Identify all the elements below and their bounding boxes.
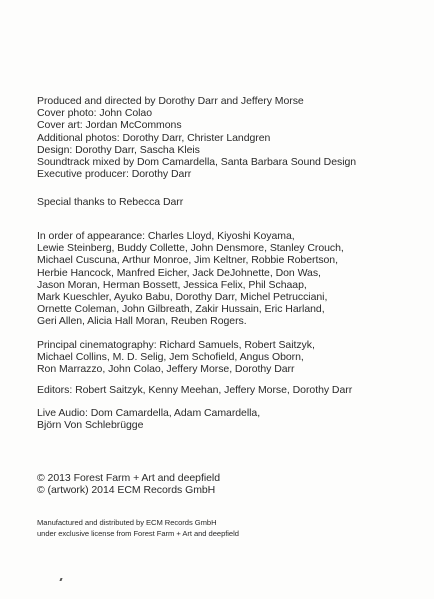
distribution-line: Manufactured and distributed by ECM Records GmbH (37, 518, 217, 527)
credit-line: Soundtrack mixed by Dom Camardella, Santa Barbara Sound Design (37, 156, 357, 169)
credit-line: In order of appearance: Charles Lloyd, Kiyoshi Koyama, (37, 230, 295, 242)
editors-credits (37, 384, 427, 396)
credit-line: Herbie Hancock, Manfred Eicher, Jack DeJohnette, Don Was, (37, 266, 321, 279)
credit-line: Mark Kueschler, Ayuko Babu, Dorothy Darr, Michel Petrucciani, (37, 291, 328, 304)
copyright-line: © 2013 Forest Farm + Art and deepfield (37, 472, 220, 484)
credit-line: Jason Moran, Herman Bossett, Jessica Felix, Phil Schaap, (37, 278, 307, 291)
thanks-credits (37, 196, 427, 208)
credit-line: Björn Von Schlebrügge (37, 419, 144, 432)
credit-line: Geri Allen, Alicia Hall Moran, Reuben Rogers. (37, 315, 247, 328)
credit-line: Michael Collins, M. D. Selig, Jem Schofield, Angus Oborn, (37, 351, 304, 364)
copyright-notice (37, 472, 427, 496)
credit-line: Produced and directed by Dorothy Darr and Jeffery Morse (37, 95, 304, 107)
credit-line: Editors: Robert Saitzyk, Kenny Meehan, Jeffery Morse, Dorothy Darr (37, 384, 353, 396)
credit-line: Special thanks to Rebecca Darr (37, 196, 184, 208)
print-speck (59, 578, 62, 581)
credit-line: Ornette Coleman, John Gilbreath, Zakir Hussain, Eric Harland, (37, 303, 325, 316)
appearance-credits (37, 230, 427, 328)
credit-line: Lewie Steinberg, Buddy Collette, John Densmore, Stanley Crouch, (37, 242, 344, 255)
cinematography-credits (37, 339, 427, 376)
credit-line: Michael Cuscuna, Arthur Monroe, Jim Keltner, Robbie Robertson, (37, 254, 338, 267)
production-credits (37, 95, 427, 180)
copyright-line: © (artwork) 2014 ECM Records GmbH (37, 484, 216, 497)
distribution-notice (37, 517, 427, 539)
credit-line: Additional photos: Dorothy Darr, Christer Landgren (37, 131, 271, 144)
credit-line: Design: Dorothy Darr, Sascha Kleis (37, 143, 200, 156)
live-audio-credits (37, 407, 427, 431)
credit-line: Executive producer: Dorothy Darr (37, 168, 192, 181)
credit-line: Cover photo: John Colao (37, 107, 153, 120)
distribution-line: under exclusive license from Forest Farm + Art and deepfield (37, 529, 239, 538)
credit-line: Ron Marrazzo, John Colao, Jeffery Morse, Dorothy Darr (37, 363, 295, 376)
credit-line: Principal cinematography: Richard Samuels, Robert Saitzyk, (37, 339, 315, 351)
credit-line: Cover art: Jordan McCommons (37, 119, 182, 132)
credit-line: Live Audio: Dom Camardella, Adam Camardella, (37, 407, 261, 419)
